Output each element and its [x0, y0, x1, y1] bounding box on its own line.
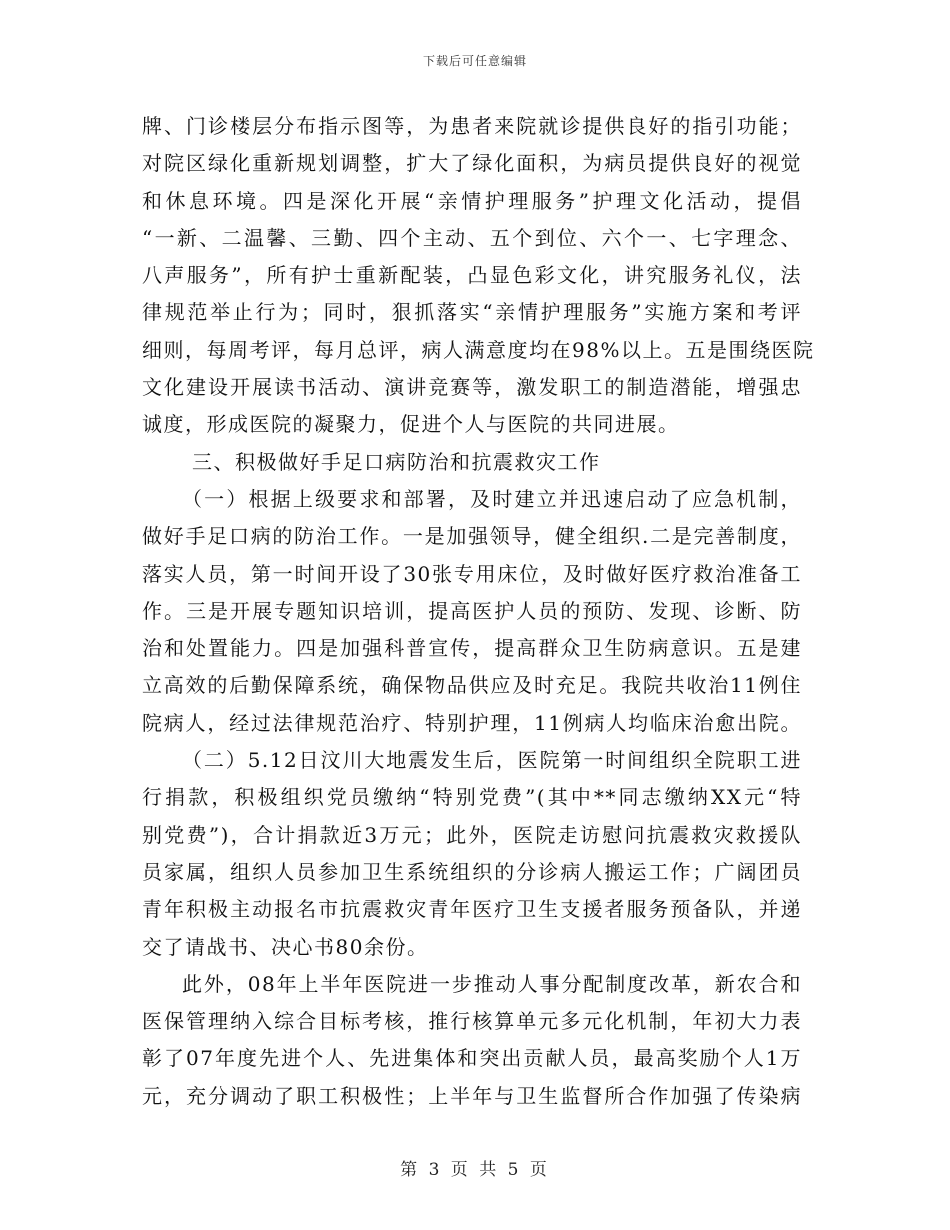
- body-line: 元，充分调动了职工积极性；上半年与卫生监督所合作加强了传染病: [142, 1083, 802, 1108]
- body-line: 落实人员，第一时间开设了30张专用床位，及时做好医疗救治准备工: [142, 561, 802, 586]
- body-line: 彰了07年度先进个人、先进集体和突出贡献人员，最高奖励个人1万: [142, 1046, 802, 1071]
- body-line: 做好手足口病的防治工作。一是加强领导，健全组织.二是完善制度，: [142, 524, 802, 549]
- body-line: 医保管理纳入综合目标考核，推行核算单元多元化机制，年初大力表: [142, 1009, 802, 1034]
- body-line: 员家属，组织人员参加卫生系统组织的分诊病人搬运工作；广阔团员: [142, 859, 802, 884]
- body-line: 别党费”)，合计捐款近3万元；此外，医院走访慰问抗震救灾救援队: [142, 822, 802, 847]
- body-line: 交了请战书、决心书80余份。: [142, 934, 429, 959]
- document-body: [142, 108, 815, 1115]
- page-number: 第 3 页 共 5 页: [400, 1160, 550, 1180]
- body-line: 诚度，形成医院的凝聚力，促进个人与医院的共同进展。: [142, 412, 680, 437]
- body-line: 青年积极主动报名市抗震救灾青年医疗卫生支援者服务预备队，并递: [142, 897, 802, 922]
- body-line: 和休息环境。四是深化开展“亲情护理服务”护理文化活动，提倡: [142, 188, 802, 213]
- page-header: 下载后可任意编辑: [422, 54, 527, 68]
- body-line: 牌、门诊楼层分布指示图等，为患者来院就诊提供良好的指引功能；: [142, 114, 802, 138]
- body-line: 律规范举止行为；同时，狠抓落实“亲情护理服务”实施方案和考评: [142, 300, 802, 325]
- body-line: 对院区绿化重新规划调整，扩大了绿化面积，为病员提供良好的视觉: [142, 151, 802, 176]
- body-line: 细则，每周考评，每月总评，病人满意度均在98%以上。五是围绕医院: [142, 337, 815, 362]
- body-line: （一）根据上级要求和部署，及时建立并迅速启动了应急机制，: [182, 486, 802, 511]
- body-line: 八声服务”，所有护士重新配装，凸显色彩文化，讲究服务礼仪，法: [142, 263, 802, 288]
- section-heading: 三、积极做好手足口病防治和抗震救灾工作: [192, 449, 601, 474]
- body-line: “一新、二温馨、三勤、四个主动、五个到位、六个一、七字理念、: [142, 225, 802, 250]
- body-line: 行捐款，积极组织党员缴纳“特别党费”(其中**同志缴纳XX元“特: [142, 785, 802, 810]
- body-line: 作。三是开展专题知识培训，提高医护人员的预防、发现、诊断、防: [142, 598, 802, 623]
- body-line: 治和处置能力。四是加强科普宣传，提高群众卫生防病意识。五是建: [142, 636, 802, 661]
- body-line: 立高效的后勤保障系统，确保物品供应及时充足。我院共收治11例住: [142, 673, 802, 698]
- body-line: 文化建设开展读书活动、演讲竞赛等，激发职工的制造潜能，增强忠: [142, 375, 802, 400]
- body-line: 院病人，经过法律规范治疗、特别护理，11例病人均临床治愈出院。: [142, 710, 802, 735]
- body-line: 此外，08年上半年医院进一步推动人事分配制度改革，新农合和: [182, 971, 802, 996]
- body-line: （二）5.12日汶川大地震发生后，医院第一时间组织全院职工进: [182, 748, 802, 773]
